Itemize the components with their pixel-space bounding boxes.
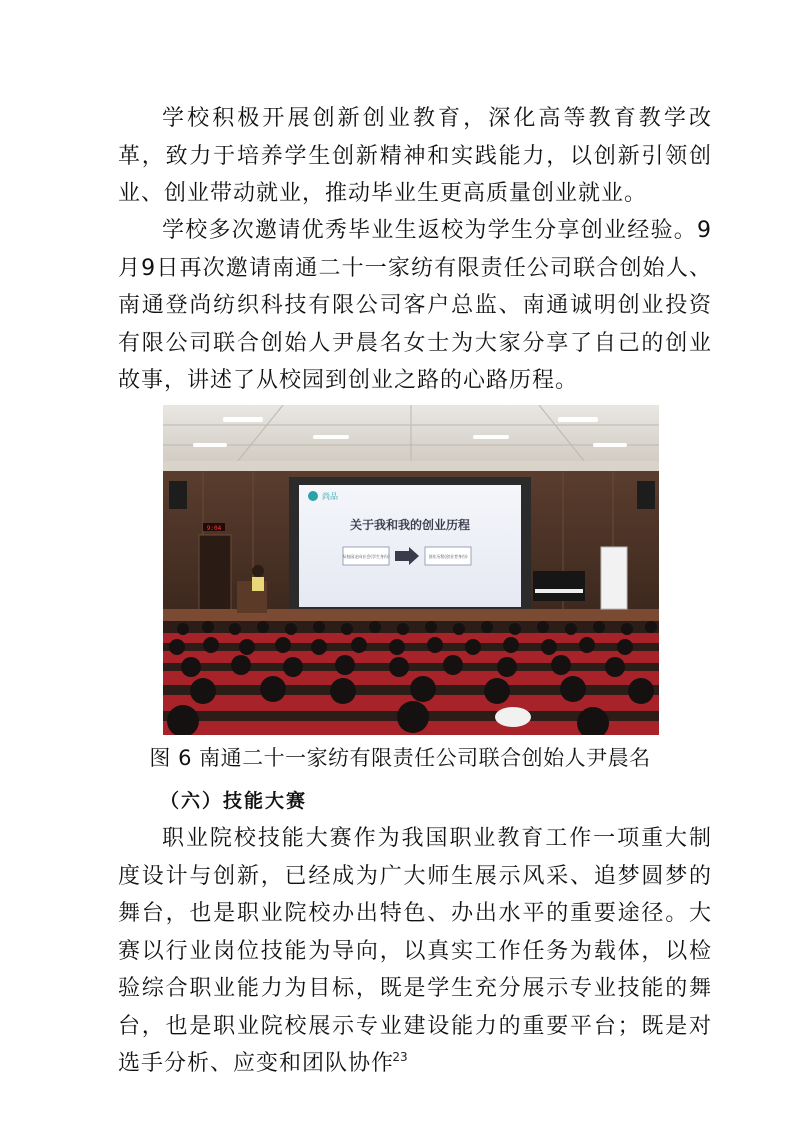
paragraph-entrepreneurship-education xyxy=(118,100,712,213)
section-heading: （六）技能大赛 xyxy=(160,790,308,812)
paragraph-text: 学校多次邀请优秀毕业生返校为学生分享创业经验。9月9日再次邀请南通二十一家纺有限责任公司联合创始人、南通登尚纺织科技有限公司客户总监、南通诚明创业投资有限公司联合创始人尹晨名女士为大家分享了自己的创业故事，讲述了从校园到创业之路的心路历程。 xyxy=(118,218,712,393)
slide-title: 关于我和我的创业历程 xyxy=(349,518,471,532)
wall-clock: 9:04 xyxy=(206,525,222,532)
paragraph-skills-competition xyxy=(118,820,712,1083)
paragraph-text: 学校积极开展创新创业教育，深化高等教育教学改革，致力于培养学生创新精神和实践能力，以创新引领创业、创业带动就业，推动毕业生更高质量创业就业。 xyxy=(118,106,712,206)
slide-box-left: 从校园走向社会(学生身份) xyxy=(342,554,390,559)
figure-caption: 图 6 南通二十一家纺有限责任公司联合创始人尹晨名 xyxy=(149,746,651,770)
lecture-hall-photo xyxy=(163,405,659,735)
speaker-left xyxy=(169,481,187,509)
page-number: 23 xyxy=(392,1050,408,1064)
paragraph-text: 职业院校技能大赛作为我国职业教育工作一项重大制度设计与创新，已经成为广大师生展示风采、追梦圆梦的舞台，也是职业院校办出特色、办出水平的重要途径。大赛以行业岗位技能为导向，以真实工作任务为载体，以检验综合职业能力为目标，既是学生充分展示专业技能的舞台，也是职业院校展示专业建设能力的重要平台；既是对选手分析、应变和团队协作 xyxy=(118,826,712,1076)
speaker-right xyxy=(637,481,655,509)
lecture-hall-illustration xyxy=(163,405,659,735)
paragraph-alumni-sharing xyxy=(118,212,712,400)
slide-logo: 尚品 xyxy=(322,492,338,501)
slide-box-right: 创业历程(创业者身份) xyxy=(428,554,468,559)
